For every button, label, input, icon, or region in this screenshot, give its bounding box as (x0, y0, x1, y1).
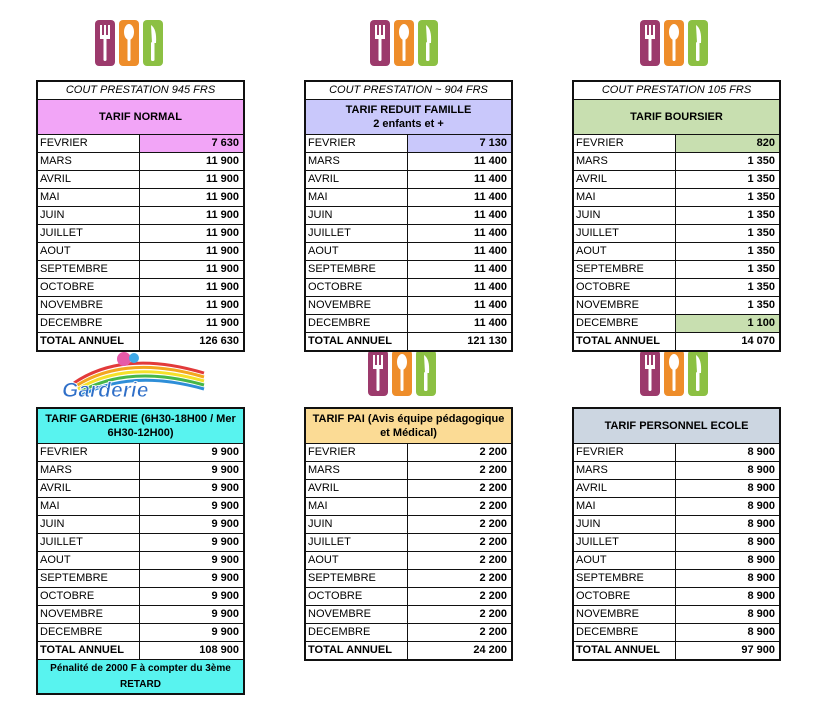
table-row (574, 189, 779, 207)
table-row (574, 243, 779, 261)
table-row (574, 444, 779, 462)
spoon-icon (119, 20, 139, 66)
amount-cell: 9 900 (211, 518, 239, 530)
amount-cell: 14 070 (741, 335, 775, 347)
amount-cell: 2 200 (479, 518, 507, 530)
knife-icon (416, 350, 436, 396)
amount-cell: 2 200 (479, 626, 507, 638)
amount-cell: 11 900 (205, 191, 239, 203)
rows (38, 444, 243, 659)
amount-cell: 8 900 (747, 500, 775, 512)
amount-cell: 11 400 (473, 191, 507, 203)
month-cell: AOUT (38, 552, 140, 569)
month-cell: OCTOBRE (306, 279, 408, 296)
table-tarif-boursier (572, 80, 781, 352)
month-cell: TOTAL ANNUEL (574, 333, 676, 350)
amount-cell: 9 900 (211, 500, 239, 512)
table-row (306, 498, 511, 516)
amount-cell: 9 900 (211, 536, 239, 548)
month-cell: JUILLET (306, 225, 408, 242)
month-cell: JUIN (38, 516, 140, 533)
month-cell: JUIN (306, 516, 408, 533)
table-row (38, 189, 243, 207)
month-cell: OCTOBRE (38, 279, 140, 296)
table-row (306, 534, 511, 552)
month-cell: AVRIL (306, 171, 408, 188)
amount-cell: 1 350 (747, 173, 775, 185)
month-cell: MARS (574, 462, 676, 479)
table-row (306, 261, 511, 279)
spoon-icon (664, 20, 684, 66)
month-cell: TOTAL ANNUEL (574, 642, 676, 659)
garderie-logo (54, 349, 214, 403)
table-row (574, 297, 779, 315)
month-cell: MAI (574, 498, 676, 515)
month-cell: AOUT (574, 243, 676, 260)
knife-icon (418, 20, 438, 66)
month-cell: JUIN (574, 207, 676, 224)
amount-cell: 11 400 (473, 245, 507, 257)
table-row (574, 480, 779, 498)
rows (574, 444, 779, 659)
amount-cell: 8 900 (747, 554, 775, 566)
cutlery-icons-5 (640, 350, 708, 396)
month-cell: MAI (38, 189, 140, 206)
knife-icon (688, 20, 708, 66)
amount-cell: 11 400 (473, 227, 507, 239)
total-row (38, 642, 243, 659)
amount-cell: 11 900 (205, 245, 239, 257)
table-row (306, 153, 511, 171)
month-cell: MAI (38, 498, 140, 515)
cutlery-icons-1 (95, 20, 163, 66)
penalty-note: Pénalité de 2000 F à compter du 3ème RETARD (38, 659, 243, 693)
cost-label: COUT PRESTATION ~ 904 FRS (306, 82, 511, 100)
amount-cell: 9 900 (211, 608, 239, 620)
table-row (574, 462, 779, 480)
amount-cell: 11 400 (473, 155, 507, 167)
table-row (574, 552, 779, 570)
month-cell: OCTOBRE (574, 279, 676, 296)
table-row (38, 225, 243, 243)
month-cell: DECEMBRE (306, 624, 408, 641)
table-row (38, 153, 243, 171)
month-cell: FEVRIER (574, 135, 676, 152)
month-cell: DECEMBRE (38, 624, 140, 641)
table-row (38, 606, 243, 624)
amount-cell: 24 200 (473, 644, 507, 656)
table-title: TARIF REDUIT FAMILLE 2 enfants et + (306, 100, 511, 135)
table-row (38, 624, 243, 642)
amount-cell: 1 350 (747, 155, 775, 167)
garderie-logo-text: Garderie (62, 379, 149, 402)
table-tarif-reduit (304, 80, 513, 352)
amount-cell: 11 900 (205, 317, 239, 329)
table-row (306, 171, 511, 189)
month-cell: DECEMBRE (38, 315, 140, 332)
amount-cell: 11 400 (473, 263, 507, 275)
month-cell: TOTAL ANNUEL (306, 333, 408, 350)
table-row (574, 171, 779, 189)
table-row (306, 243, 511, 261)
table-row (306, 570, 511, 588)
spoon-icon (664, 350, 684, 396)
table-row (38, 480, 243, 498)
month-cell: DECEMBRE (574, 315, 676, 332)
amount-cell: 11 400 (473, 317, 507, 329)
table-row (574, 588, 779, 606)
amount-cell: 7 130 (408, 135, 511, 152)
table-row (38, 570, 243, 588)
table-row (574, 135, 779, 153)
table-row (38, 516, 243, 534)
table-tarif-normal (36, 80, 245, 352)
table-row (38, 171, 243, 189)
table-tarif-garderie (36, 407, 245, 695)
cost-label: COUT PRESTATION 105 FRS (574, 82, 779, 100)
total-row (574, 642, 779, 659)
month-cell: SEPTEMBRE (306, 570, 408, 587)
table-title: TARIF PERSONNEL ECOLE (574, 409, 779, 444)
amount-cell: 121 130 (467, 335, 507, 347)
month-cell: JUIN (306, 207, 408, 224)
table-row (38, 588, 243, 606)
month-cell: NOVEMBRE (574, 606, 676, 623)
amount-cell: 2 200 (479, 554, 507, 566)
amount-cell: 2 200 (479, 572, 507, 584)
month-cell: SEPTEMBRE (38, 261, 140, 278)
table-row (306, 624, 511, 642)
amount-cell: 1 350 (747, 281, 775, 293)
amount-cell: 2 200 (479, 482, 507, 494)
amount-cell: 8 900 (747, 446, 775, 458)
month-cell: JUILLET (574, 534, 676, 551)
month-cell: AVRIL (38, 171, 140, 188)
table-row (574, 606, 779, 624)
month-cell: AVRIL (306, 480, 408, 497)
amount-cell: 11 900 (205, 299, 239, 311)
table-row (38, 279, 243, 297)
table-row (574, 624, 779, 642)
amount-cell: 1 350 (747, 245, 775, 257)
table-row (574, 516, 779, 534)
month-cell: FEVRIER (38, 444, 140, 461)
amount-cell: 7 630 (140, 135, 243, 152)
month-cell: OCTOBRE (306, 588, 408, 605)
month-cell: JUILLET (38, 225, 140, 242)
table-title: TARIF NORMAL (38, 100, 243, 135)
amount-cell: 2 200 (479, 590, 507, 602)
table-row (306, 207, 511, 225)
amount-cell: 8 900 (747, 590, 775, 602)
table-row (38, 498, 243, 516)
table-row (306, 606, 511, 624)
amount-cell: 108 900 (199, 644, 239, 656)
cutlery-icons-4 (368, 350, 436, 396)
table-row (574, 153, 779, 171)
month-cell: MAI (306, 498, 408, 515)
table-row (306, 297, 511, 315)
amount-cell: 11 400 (473, 173, 507, 185)
amount-cell: 9 900 (211, 572, 239, 584)
month-cell: JUILLET (574, 225, 676, 242)
month-cell: TOTAL ANNUEL (38, 333, 140, 350)
month-cell: JUILLET (38, 534, 140, 551)
table-row (306, 315, 511, 333)
month-cell: MARS (306, 462, 408, 479)
amount-cell: 8 900 (747, 608, 775, 620)
amount-cell: 9 900 (211, 482, 239, 494)
table-row (574, 570, 779, 588)
fork-icon (95, 20, 115, 66)
table-row (38, 135, 243, 153)
fork-icon (640, 20, 660, 66)
amount-cell: 8 900 (747, 482, 775, 494)
amount-cell: 8 900 (747, 464, 775, 476)
table-row (306, 225, 511, 243)
month-cell: FEVRIER (38, 135, 140, 152)
month-cell: FEVRIER (574, 444, 676, 461)
month-cell: NOVEMBRE (38, 297, 140, 314)
amount-cell: 2 200 (479, 536, 507, 548)
fork-icon (370, 20, 390, 66)
total-row (574, 333, 779, 350)
amount-cell: 820 (676, 135, 779, 152)
month-cell: NOVEMBRE (574, 297, 676, 314)
amount-cell: 11 900 (205, 263, 239, 275)
month-cell: NOVEMBRE (306, 606, 408, 623)
amount-cell: 9 900 (211, 446, 239, 458)
rows (306, 444, 511, 659)
table-row (574, 315, 779, 333)
table-row (306, 279, 511, 297)
fork-icon (640, 350, 660, 396)
rows (306, 135, 511, 350)
month-cell: TOTAL ANNUEL (306, 642, 408, 659)
knife-icon (688, 350, 708, 396)
month-cell: AOUT (306, 552, 408, 569)
table-row (38, 552, 243, 570)
table-row (306, 444, 511, 462)
month-cell: OCTOBRE (574, 588, 676, 605)
amount-cell: 1 350 (747, 227, 775, 239)
table-row (38, 534, 243, 552)
rows (38, 135, 243, 350)
month-cell: SEPTEMBRE (574, 261, 676, 278)
month-cell: JUIN (38, 207, 140, 224)
table-row (574, 207, 779, 225)
amount-cell: 11 400 (473, 281, 507, 293)
month-cell: OCTOBRE (38, 588, 140, 605)
table-row (574, 261, 779, 279)
amount-cell: 11 900 (205, 209, 239, 221)
fork-icon (368, 350, 388, 396)
month-cell: JUIN (574, 516, 676, 533)
month-cell: TOTAL ANNUEL (38, 642, 140, 659)
table-row (574, 225, 779, 243)
amount-cell: 1 350 (747, 209, 775, 221)
rows (574, 135, 779, 350)
month-cell: AVRIL (574, 171, 676, 188)
table-row (306, 588, 511, 606)
table-row (38, 243, 243, 261)
amount-cell: 8 900 (747, 626, 775, 638)
month-cell: NOVEMBRE (38, 606, 140, 623)
table-title: TARIF BOURSIER (574, 100, 779, 135)
month-cell: DECEMBRE (306, 315, 408, 332)
month-cell: SEPTEMBRE (38, 570, 140, 587)
table-row (38, 207, 243, 225)
table-row (38, 444, 243, 462)
total-row (306, 642, 511, 659)
month-cell: FEVRIER (306, 444, 408, 461)
cutlery-icons-3 (640, 20, 708, 66)
spoon-icon (394, 20, 414, 66)
table-tarif-pai (304, 407, 513, 661)
table-row (574, 498, 779, 516)
month-cell: AVRIL (574, 480, 676, 497)
amount-cell: 9 900 (211, 626, 239, 638)
amount-cell: 9 900 (211, 590, 239, 602)
amount-cell: 2 200 (479, 446, 507, 458)
knife-icon (143, 20, 163, 66)
amount-cell: 8 900 (747, 572, 775, 584)
month-cell: DECEMBRE (574, 624, 676, 641)
table-row (306, 552, 511, 570)
cutlery-icons-2 (370, 20, 438, 66)
amount-cell: 1 350 (747, 191, 775, 203)
month-cell: MARS (306, 153, 408, 170)
table-title: TARIF PAI (Avis équipe pédagogique et Médical) (306, 409, 511, 444)
table-row (306, 462, 511, 480)
month-cell: MARS (38, 153, 140, 170)
month-cell: MAI (306, 189, 408, 206)
month-cell: AOUT (38, 243, 140, 260)
table-row (306, 480, 511, 498)
cost-label: COUT PRESTATION 945 FRS (38, 82, 243, 100)
amount-cell: 2 200 (479, 464, 507, 476)
amount-cell: 2 200 (479, 608, 507, 620)
amount-cell: 1 100 (676, 315, 779, 332)
table-row (306, 189, 511, 207)
table-title: TARIF GARDERIE (6H30-18H00 / Mer 6H30-12H00) (38, 409, 243, 444)
amount-cell: 97 900 (741, 644, 775, 656)
month-cell: FEVRIER (306, 135, 408, 152)
amount-cell: 8 900 (747, 536, 775, 548)
amount-cell: 2 200 (479, 500, 507, 512)
month-cell: AOUT (306, 243, 408, 260)
month-cell: MARS (38, 462, 140, 479)
table-row (38, 315, 243, 333)
amount-cell: 9 900 (211, 464, 239, 476)
amount-cell: 11 900 (205, 173, 239, 185)
month-cell: SEPTEMBRE (574, 570, 676, 587)
table-row (574, 534, 779, 552)
amount-cell: 11 900 (205, 227, 239, 239)
amount-cell: 11 400 (473, 209, 507, 221)
amount-cell: 9 900 (211, 554, 239, 566)
amount-cell: 1 350 (747, 263, 775, 275)
amount-cell: 11 900 (205, 281, 239, 293)
amount-cell: 1 350 (747, 299, 775, 311)
table-row (574, 279, 779, 297)
month-cell: SEPTEMBRE (306, 261, 408, 278)
amount-cell: 11 900 (205, 155, 239, 167)
amount-cell: 8 900 (747, 518, 775, 530)
total-row (306, 333, 511, 350)
table-row (306, 135, 511, 153)
spoon-icon (392, 350, 412, 396)
table-row (306, 516, 511, 534)
table-row (38, 462, 243, 480)
month-cell: JUILLET (306, 534, 408, 551)
table-tarif-personnel (572, 407, 781, 661)
table-row (38, 297, 243, 315)
amount-cell: 11 400 (473, 299, 507, 311)
month-cell: MARS (574, 153, 676, 170)
month-cell: NOVEMBRE (306, 297, 408, 314)
total-row (38, 333, 243, 350)
month-cell: MAI (574, 189, 676, 206)
month-cell: AOUT (574, 552, 676, 569)
amount-cell: 126 630 (199, 335, 239, 347)
month-cell: AVRIL (38, 480, 140, 497)
table-row (38, 261, 243, 279)
